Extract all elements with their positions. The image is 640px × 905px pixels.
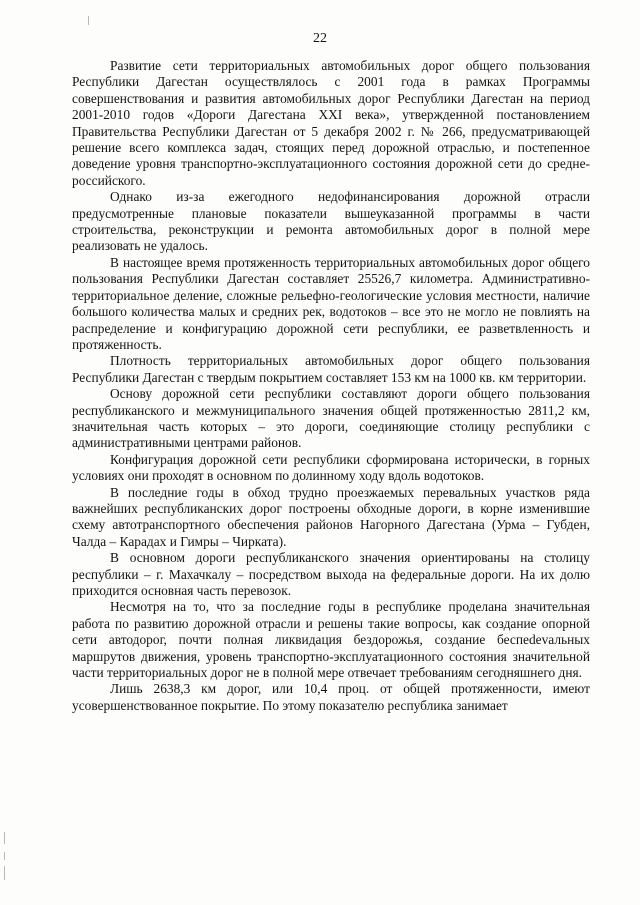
paragraph: Лишь 2638,3 км дорог, или 10,4 проц. от общей протяженности, имеют усовершенствованное покрытие. По этому показателю республика занимает bbox=[72, 681, 590, 713]
paragraph: В настоящее время протяженность территориальных автомобильных дорог общего пользования Республики Дагестан составляет 25526,7 километра. Административно-территориальное деление, сложные рельефно-геологические условия местности, наличие большого количества малых и средних рек, водотоков – все это не могло не повлиять на распределение и конфигурацию дорожной сети республики, ее разветвленность и протяженность. bbox=[72, 254, 590, 352]
scan-mark bbox=[4, 852, 5, 860]
paragraph: Несмотря на то, что за последние годы в республике проделана значительная работа по развитию дорожной отрасли и решены такие вопросы, как создание опорной сети автодорог, почти полная ликвидация бездорожья, создание беспеdevальных маршрутов движения, уровень транспортно-эксплуатационного состояния значительной части территориальных дорог не в полной мере отвечает требованиям сегодняшнего дня. bbox=[72, 599, 590, 681]
paragraph: В основном дороги республиканского значения ориентированы на столицу республики – г. Махачкалу – посредством выхода на федеральные дороги. На их долю приходится основная часть перевозок. bbox=[72, 550, 590, 598]
page-number: 22 bbox=[313, 31, 327, 46]
paragraph: Плотность территориальных автомобильных дорог общего пользования Республики Дагестан с твердым покрытием составляет 153 км на 1000 кв. км территории. bbox=[72, 353, 590, 385]
paragraph: Основу дорожной сети республики составляют дороги общего пользования республиканского и межмуниципального значения общей протяженностью 2811,2 км, значительная часть которых – это дороги, соединяющие столицу республики с административными центрами районов. bbox=[72, 386, 590, 451]
paragraph: Развитие сети территориальных автомобильных дорог общего пользования Республики Дагестан осуществлялось с 2001 года в рамках Программы совершенствования и развития автомобильных дорог Республики Дагестан на период 2001-2010 годов «Дороги Дагестана XXI века», утвержденной постановлением Правительства Республики Дагестан от 5 декабря 2002 г. № 266, предусматривающей решение всего комплекса задач, стоящих перед дорожной отраслью, и постепенное доведение уровня транспортно-эксплуатационного состояния дорожной сети до средне-российского. bbox=[72, 58, 590, 188]
paragraph: В последние годы в обход трудно проезжаемых перевальных участков ряда важнейших республиканских дорог построены обходные дороги, в корне изменившие схему автотранспортного обеспечения районов Нагорного Дагестана (Урма – Губден, Чалда – Карадах и Гимры – Чирката). bbox=[72, 484, 590, 549]
scan-mark bbox=[4, 866, 5, 880]
scan-mark bbox=[4, 832, 5, 844]
scan-mark bbox=[88, 16, 89, 25]
body-text bbox=[72, 58, 590, 714]
paragraph: Конфигурация дорожной сети республики сформирована исторически, в горных условиях они проходят в основном по долинному ходу вдоль водотоков. bbox=[72, 451, 590, 484]
paragraph: Однако из-за ежегодного недофинансирования дорожной отрасли предусмотренные плановые показатели вышеуказанной программы в части строительства, реконструкции и ремонта автомобильных дорог в полной мере реализовать не удалось. bbox=[72, 189, 590, 254]
